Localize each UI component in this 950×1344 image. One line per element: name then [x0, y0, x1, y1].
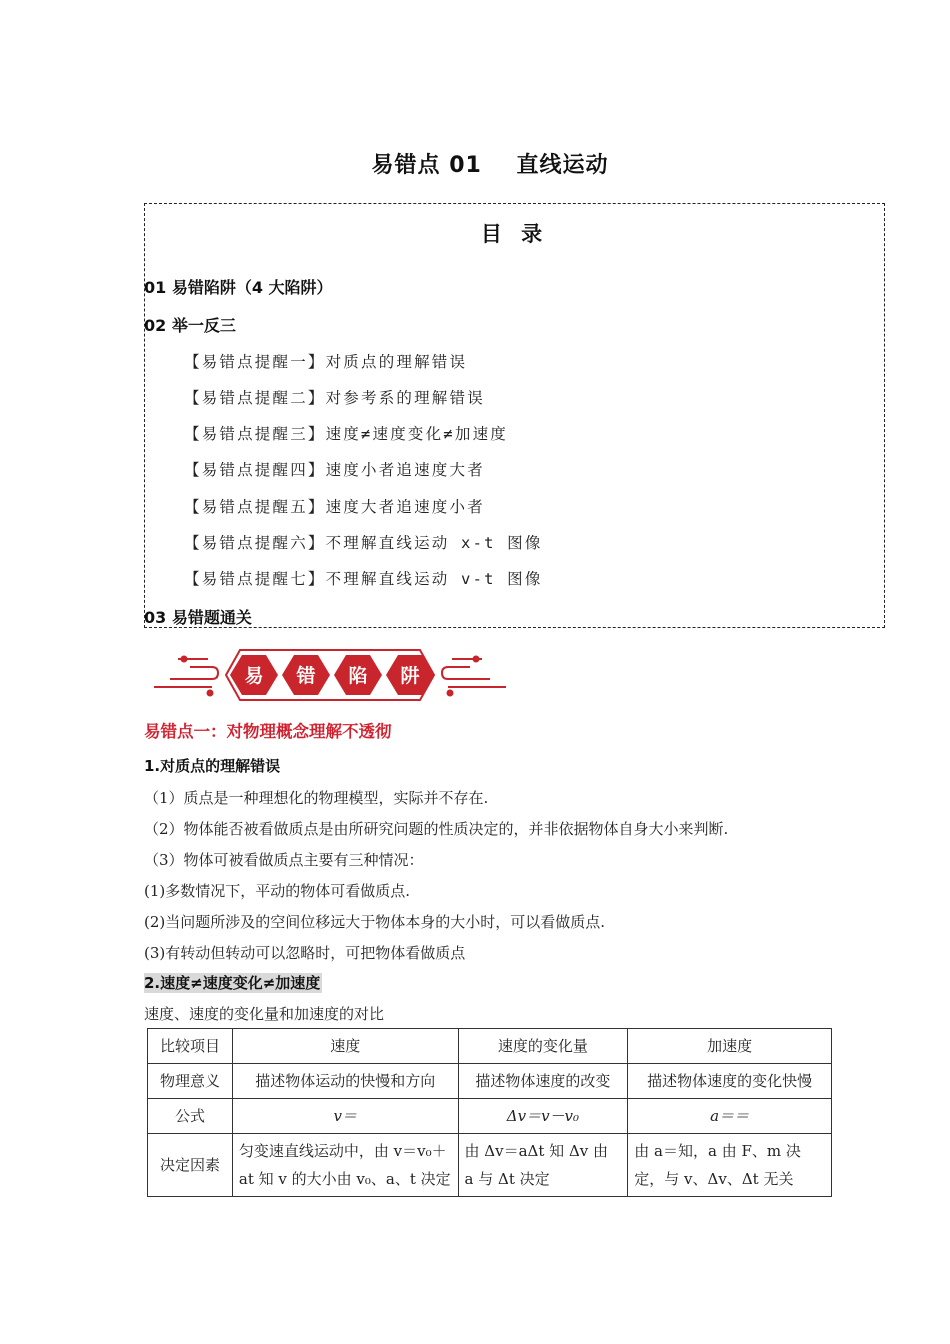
- table-cell: 公式: [148, 1099, 233, 1134]
- table-cell: 匀变速直线运动中，由 v＝v₀＋at 知 v 的大小由 v₀、a、t 决定: [232, 1134, 458, 1197]
- table-cell: 描述物体速度的变化快慢: [628, 1064, 832, 1099]
- toc-item-6[interactable]: 【易错点提醒六】不理解直线运动 x-t 图像: [184, 534, 543, 552]
- table-cell: Δv＝v－v₀: [458, 1099, 628, 1134]
- paragraph: (1)多数情况下，平动的物体可看做质点.: [144, 882, 411, 900]
- banner-char-4: 阱: [400, 665, 420, 687]
- table-header-cell: 加速度: [628, 1029, 832, 1064]
- table-cell: 决定因素: [148, 1134, 233, 1197]
- table-row: [148, 1134, 832, 1197]
- toc-section-1[interactable]: 01 易错陷阱（4 大陷阱）: [144, 278, 333, 297]
- toc-item-5[interactable]: 【易错点提醒五】速度大者追速度小者: [184, 498, 485, 516]
- section-title: 易错点一：对物理概念理解不透彻: [144, 722, 392, 741]
- table-row: [148, 1064, 832, 1099]
- toc-item-2[interactable]: 【易错点提醒二】对参考系的理解错误: [184, 389, 485, 407]
- table-row: [148, 1029, 832, 1064]
- subheading-2-text: 2.速度≠速度变化≠加速度: [144, 974, 321, 992]
- table-cell: 描述物体运动的快慢和方向: [232, 1064, 458, 1099]
- toc-section-2[interactable]: 02 举一反三: [144, 316, 236, 335]
- toc-section-3[interactable]: 03 易错题通关: [144, 608, 252, 627]
- page-title: 易错点 01 直线运动: [371, 153, 609, 178]
- subheading-2: [144, 972, 322, 993]
- banner-right-swirl-icon: [442, 657, 506, 696]
- banner-left-swirl-icon: [154, 657, 218, 696]
- table-cell: 由 Δv＝aΔt 知 Δv 由 a 与 Δt 决定: [458, 1134, 628, 1197]
- section-banner: [150, 645, 510, 705]
- table-caption: 速度、速度的变化量和加速度的对比: [144, 1005, 385, 1023]
- subheading-1: 1.对质点的理解错误: [144, 757, 281, 775]
- table-cell: 物理意义: [148, 1064, 233, 1099]
- table-cell: a＝＝: [628, 1099, 832, 1134]
- table-header-cell: 比较项目: [148, 1029, 233, 1064]
- paragraph: （3）物体可被看做质点主要有三种情况：: [144, 851, 424, 869]
- toc-item-4[interactable]: 【易错点提醒四】速度小者追速度大者: [184, 461, 485, 479]
- paragraph: (2)当问题所涉及的空间位移远大于物体本身的大小时，可以看做质点.: [144, 913, 606, 931]
- banner-char-2: 错: [296, 665, 316, 687]
- banner-char-3: 陷: [348, 665, 368, 687]
- table-header-cell: 速度: [232, 1029, 458, 1064]
- comparison-table: [147, 1028, 832, 1197]
- banner-char-1: 易: [244, 665, 264, 687]
- paragraph: （2）物体能否被看做质点是由所研究问题的性质决定的，并非依据物体自身大小来判断.: [144, 820, 729, 838]
- paragraph: (3)有转动但转动可以忽略时，可把物体看做质点: [144, 944, 466, 962]
- table-cell: v＝: [232, 1099, 458, 1134]
- toc-item-3[interactable]: 【易错点提醒三】速度≠速度变化≠加速度: [184, 425, 508, 443]
- toc-item-7[interactable]: 【易错点提醒七】不理解直线运动 v-t 图像: [184, 570, 543, 588]
- table-cell: 描述物体速度的改变: [458, 1064, 628, 1099]
- table-cell: 由 a＝知，a 由 F、m 决定，与 v、Δv、Δt 无关: [628, 1134, 832, 1197]
- table-row: [148, 1099, 832, 1134]
- table-header-cell: 速度的变化量: [458, 1029, 628, 1064]
- paragraph: （1）质点是一种理想化的物理模型，实际并不存在.: [144, 789, 489, 807]
- toc-box: [144, 203, 885, 628]
- toc-item-1[interactable]: 【易错点提醒一】对质点的理解错误: [184, 353, 468, 371]
- toc-heading: 目 录: [480, 222, 549, 246]
